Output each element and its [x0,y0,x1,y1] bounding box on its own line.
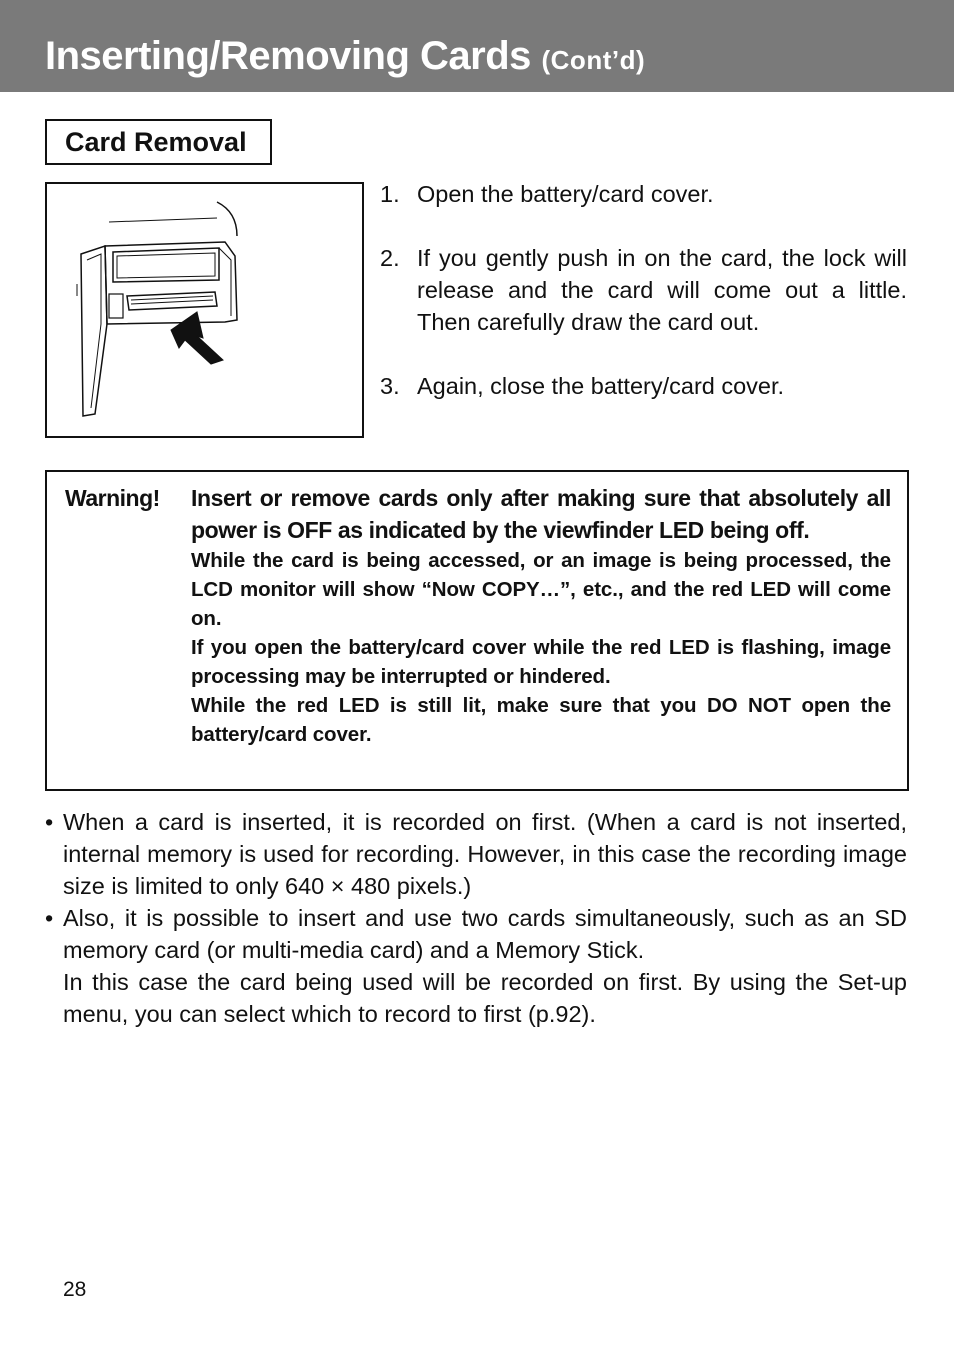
warning-label: Warning! [65,485,160,511]
note-text: Also, it is possible to insert and use two cards simultaneously, such as an SD memory card (or multi-media card) and a Memory Stick. [63,905,907,963]
step-text: If you gently push in on the card, the lock will release and the card will come out a little. Then carefully draw the card out. [417,245,907,335]
page-title [45,30,645,86]
warning-detail: If you open the battery/card cover while the red LED is flashing, image processing may be interrupted or hindered. [191,636,891,688]
note-text: In this case the card being used will be recorded on first. By using the Set-up menu, you can select which to record to first (p.92). [63,969,907,1027]
step-item [380,242,907,338]
warning-detail: While the red LED is still lit, make sure that you DO NOT open the battery/card cover. [191,694,891,746]
step-item [380,178,907,210]
step-number: 3. [380,373,400,399]
warning-detail: While the card is being accessed, or an image is being processed, the LCD monitor will show “Now COPY…”, etc., and the red LED will come on. [191,549,891,630]
card-removal-figure [45,182,364,438]
page-title-subtitle: (Cont’d) [541,45,646,75]
step-number: 2. [380,245,400,271]
step-item [380,370,907,402]
card-removal-illustration-icon [47,184,362,436]
note-item [45,806,907,902]
step-text: Open the battery/card cover. [417,181,714,207]
warning-main-text: Insert or remove cards only after making sure that absolutely all power is OFF as indicated by the viewfinder LED being off. [191,485,891,543]
steps-list [380,178,907,434]
note-item [45,902,907,1030]
notes-list [45,806,907,1030]
bullet-icon: • [45,905,54,931]
page-number: 28 [63,1278,87,1301]
warning-box [45,470,909,791]
page-header [0,0,954,92]
section-heading: Card Removal [65,127,247,157]
step-text: Again, close the battery/card cover. [417,373,785,399]
warning-body [191,482,891,749]
step-number: 1. [380,181,400,207]
page-title-text: Inserting/Removing Cards [45,34,531,78]
note-text: When a card is inserted, it is recorded on first. (When a card is not inserted, internal memory is used for recording. However, in this case the recording image size is limited to only 640 × 480 pixels.) [63,809,907,899]
bullet-icon: • [45,809,54,835]
section-heading-box [45,119,272,165]
